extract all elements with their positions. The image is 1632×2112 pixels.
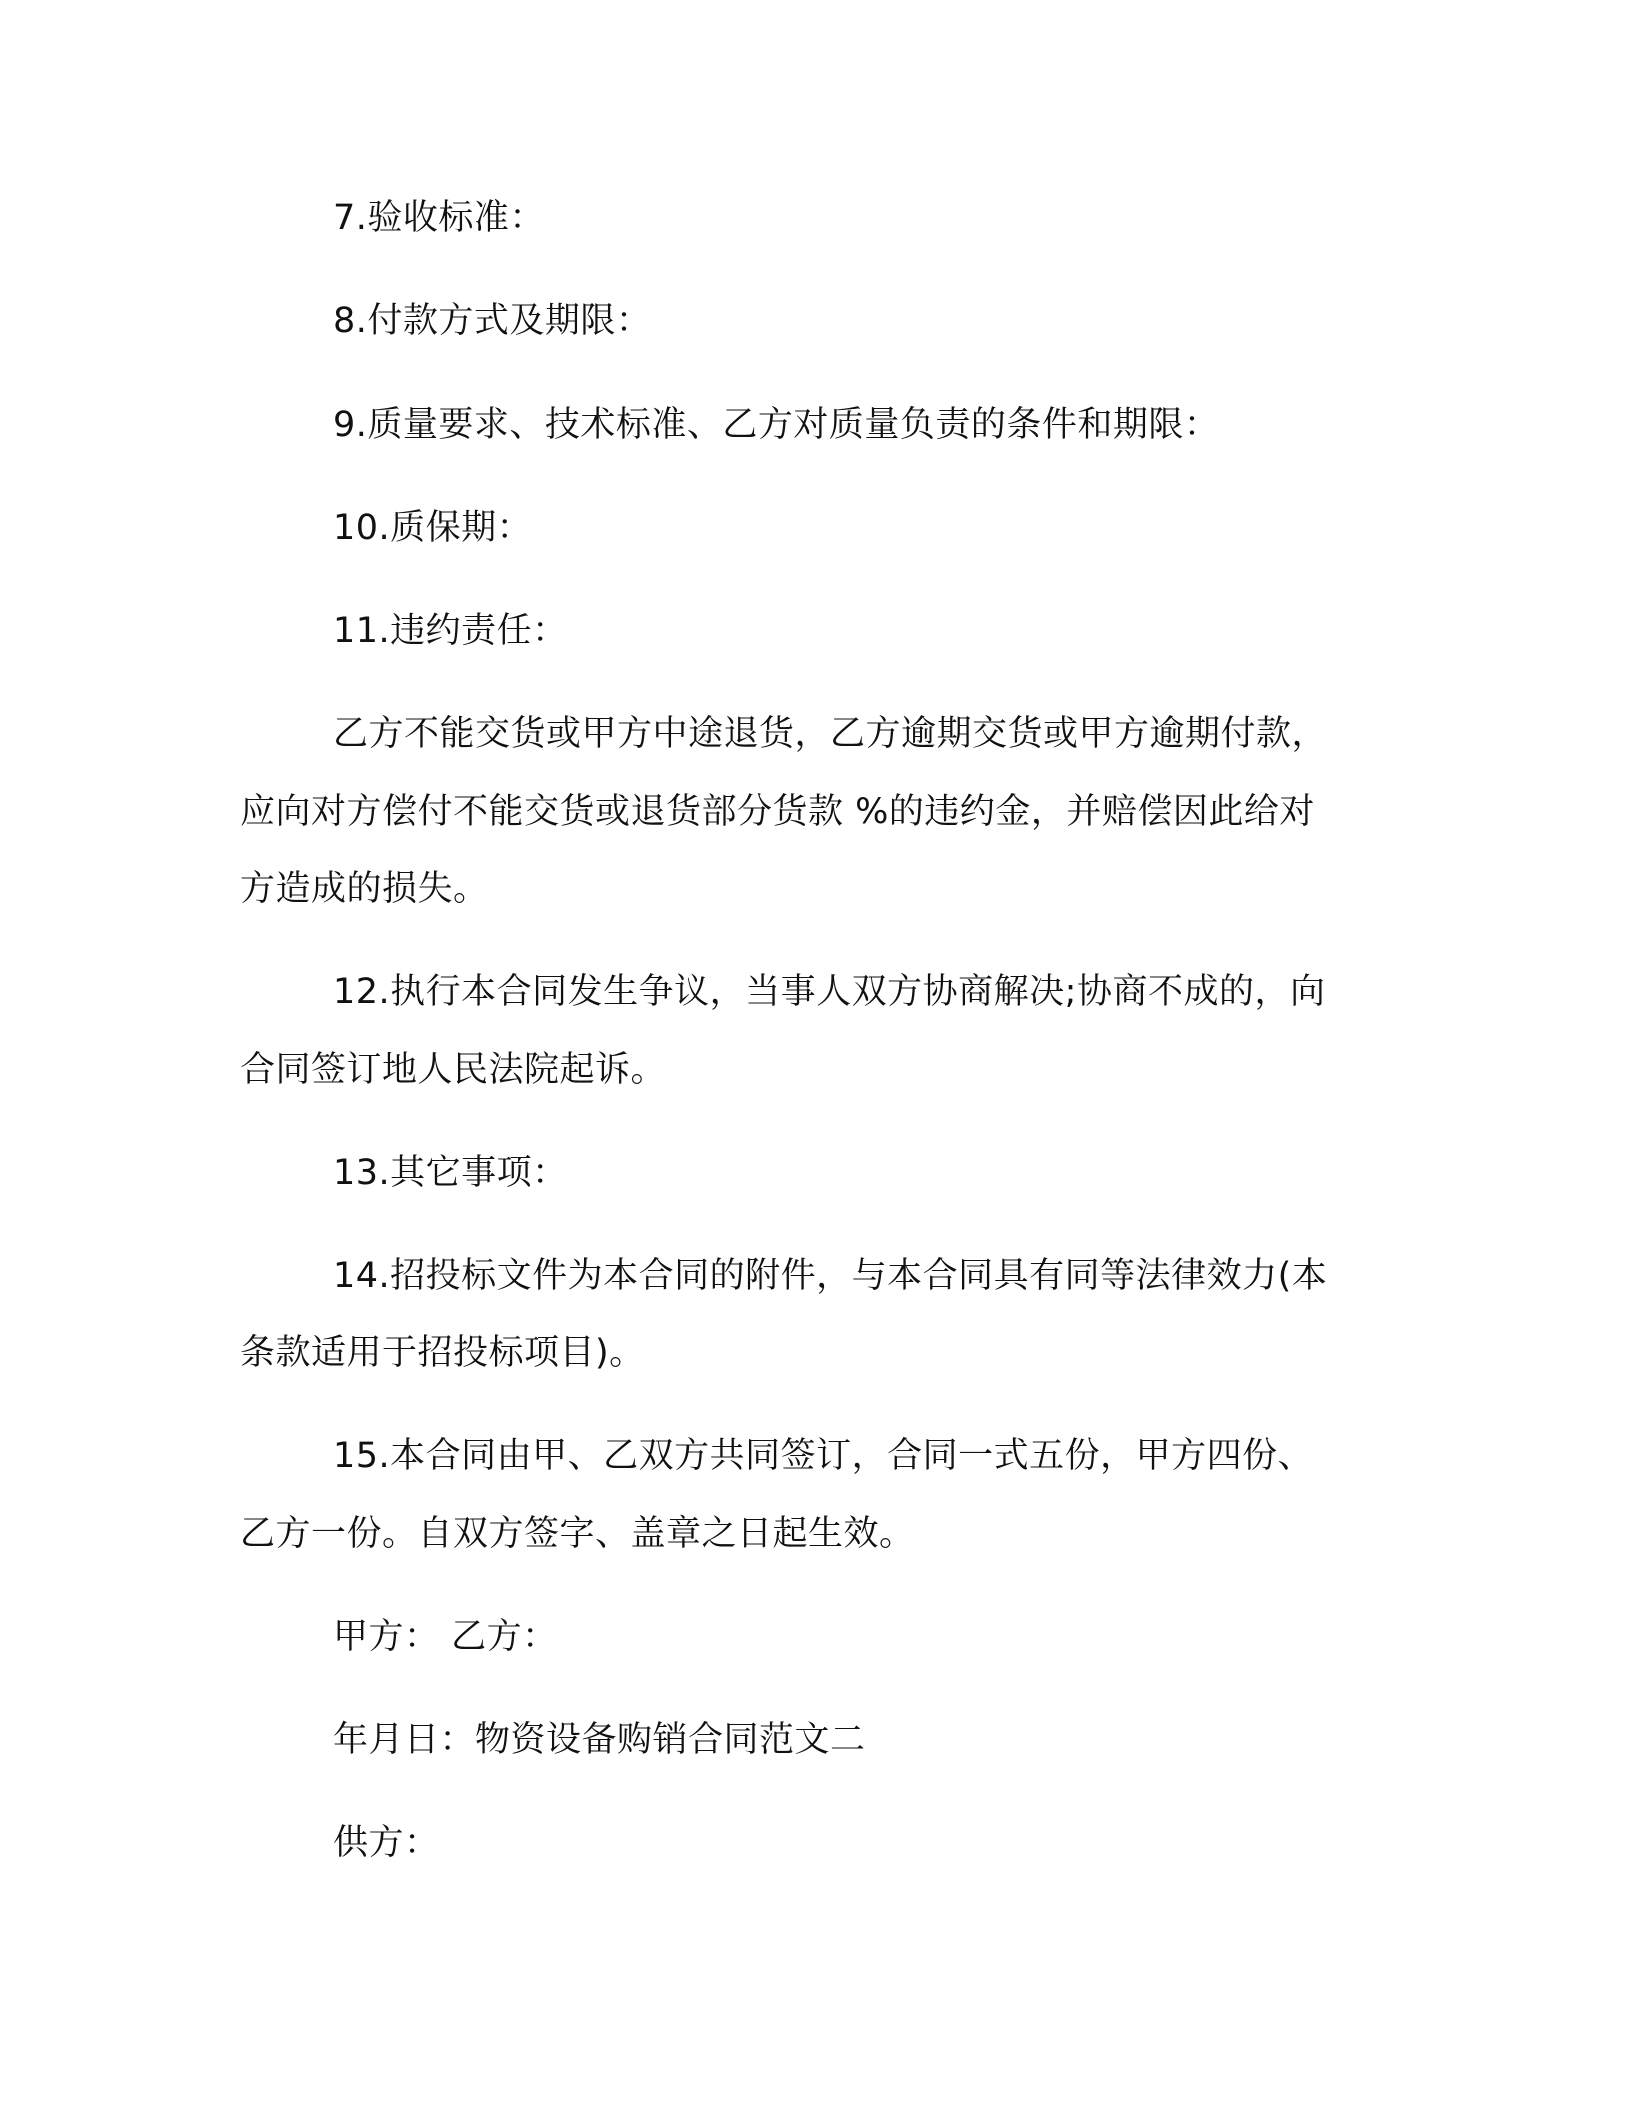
date-and-title-line: 年月日：物资设备购销合同范文二 <box>333 1720 866 1760</box>
paragraph-12-line-2: 合同签订地人民法院起诉。 <box>240 1050 667 1090</box>
paragraph-15-line-2: 乙方一份。自双方签字、盖章之日起生效。 <box>240 1514 915 1554</box>
signature-line: 甲方： 乙方： <box>333 1617 558 1657</box>
item-10: 10.质保期： <box>333 508 533 548</box>
paragraph-14-line-1: 14.招投标文件为本合同的附件，与本合同具有同等法律效力(本 <box>333 1256 1328 1296</box>
item-7: 7.验收标准： <box>333 198 545 238</box>
item-11: 11.违约责任： <box>333 611 568 651</box>
paragraph-15-line-1: 15.本合同由甲、乙双方共同签订，合同一式五份，甲方四份、 <box>333 1436 1314 1476</box>
paragraph-12-line-1: 12.执行本合同发生争议，当事人双方协商解决;协商不成的，向 <box>333 972 1326 1012</box>
item-13: 13.其它事项： <box>333 1153 568 1193</box>
paragraph-14-line-2: 条款适用于招投标项目)。 <box>240 1333 645 1373</box>
item-9: 9.质量要求、技术标准、乙方对质量负责的条件和期限： <box>333 405 1220 445</box>
paragraph-11-line-2: 应向对方偿付不能交货或退货部分货款 %的违约金，并赔偿因此给对 <box>240 792 1315 832</box>
supplier-line: 供方： <box>333 1823 440 1863</box>
paragraph-11-line-3: 方造成的损失。 <box>240 869 489 909</box>
paragraph-11-line-1: 乙方不能交货或甲方中途退货，乙方逾期交货或甲方逾期付款， <box>333 714 1328 754</box>
item-8: 8.付款方式及期限： <box>333 301 652 341</box>
